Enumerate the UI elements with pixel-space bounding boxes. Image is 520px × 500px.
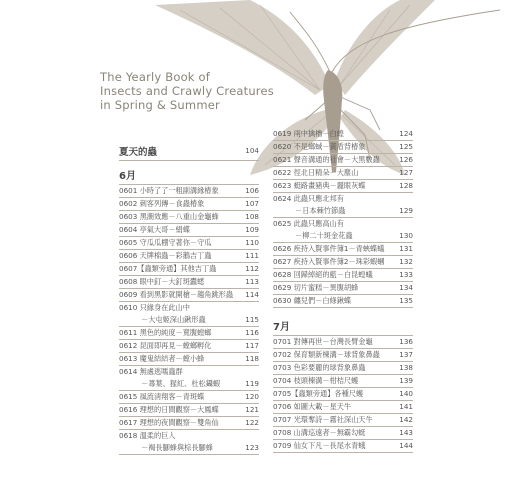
toc-list-right-july <box>273 336 413 453</box>
toc-entry-page: 140 <box>399 389 413 398</box>
toc-entry-page: 110 <box>245 238 259 247</box>
toc-entry-page: 108 <box>245 212 259 221</box>
toc-entry-title: －褐長腳蜂與棕長腳蜂 <box>141 443 213 452</box>
toc-entry <box>273 414 413 426</box>
toc-entry <box>273 295 413 307</box>
toc-entry <box>119 353 259 365</box>
toc-entry-title: 0628 回歸綽絕的藍－白昆蝗蟻 <box>273 270 373 279</box>
toc-entry <box>273 362 413 374</box>
toc-entry-title: 0709 仙女下凡－長尾水青蛾 <box>273 441 366 450</box>
toc-entry-page: 118 <box>245 354 259 363</box>
toc-entry-page: 125 <box>399 142 413 151</box>
toc-entry <box>119 314 259 326</box>
toc-entry-title: 0630 纏兒們－白條鍬蝶 <box>273 296 352 305</box>
divider <box>119 454 259 455</box>
toc-entry <box>119 263 259 275</box>
toc-entry-page: 116 <box>245 328 259 337</box>
toc-entry-title: 0625 此蟲只應高山有 <box>273 219 344 228</box>
toc-right-column <box>273 128 413 453</box>
toc-entry-title: 0609 看到黑影就開槍－趨角跳形蟲 <box>119 290 234 299</box>
toc-entry <box>273 282 413 294</box>
toc-entry <box>119 198 259 210</box>
toc-entry-title: 0621 聲音溝通的社會－大黑數蟲 <box>273 155 380 164</box>
toc-entry-page: 129 <box>399 206 413 215</box>
toc-entry-page: 131 <box>399 244 413 253</box>
toc-entry <box>273 205 413 217</box>
toc-entry-title: 0604 亭氣大哥－絹蝶 <box>119 225 190 234</box>
toc-left-column <box>119 143 259 455</box>
book-title-line-1: The Yearly Book of <box>100 70 211 84</box>
toc-entry-title: 0626 疾持入賢事件簿1－青蛺蝶蟻 <box>273 244 385 253</box>
toc-entry <box>273 193 413 205</box>
toc-entry-title: 0705【蟲類旁通】各種尺蠖 <box>273 389 364 398</box>
toc-entry-page: 128 <box>399 181 413 190</box>
toc-entry <box>119 378 259 390</box>
toc-entry-title: 0704 枝頭楝溝－柑桔尺蠖 <box>273 376 359 385</box>
toc-entry-title: 0624 此蟲只應北邦有 <box>273 194 344 203</box>
toc-entry <box>119 340 259 352</box>
toc-entry <box>119 391 259 403</box>
toc-entry <box>273 427 413 439</box>
toc-entry-title: 0627 疾持入賢事件簿2－珠彩蝦蟈 <box>273 257 385 266</box>
book-title-line-2: Insects and Crawly Creatures <box>100 84 274 98</box>
toc-entry-title: 0619 兩中擒櫓－白蝗 <box>273 129 344 138</box>
toc-entry <box>273 218 413 230</box>
toc-entry <box>273 243 413 255</box>
toc-entry-page: 121 <box>245 405 259 414</box>
toc-entry-title: 0615 風流淸翔客－青斑蝶 <box>119 392 205 401</box>
toc-entry-title: 0617 理想的夜間觀察－雙角仙 <box>119 418 219 427</box>
toc-entry-page: 123 <box>245 443 259 452</box>
section-title: 夏天的蟲 <box>119 147 158 158</box>
toc-entry-page: 135 <box>399 296 413 305</box>
divider <box>273 452 413 453</box>
toc-entry-page: 136 <box>399 337 413 346</box>
toc-entry-page: 134 <box>399 283 413 292</box>
month-heading-june: 6月 <box>119 171 136 182</box>
toc-entry-page: 130 <box>399 231 413 240</box>
toc-entry <box>273 230 413 242</box>
toc-entry <box>273 349 413 361</box>
toc-entry-page: 122 <box>245 418 259 427</box>
toc-entry-page: 106 <box>245 186 259 195</box>
toc-entry <box>273 154 413 166</box>
toc-entry-title: 0610 只緣身在此山中 <box>119 303 190 312</box>
toc-entry-title: 0607【蟲類旁通】其他吉丁蟲 <box>119 264 217 273</box>
toc-entry-title: 0618 溫柔的巨人 <box>119 431 176 440</box>
toc-entry-page: 139 <box>399 376 413 385</box>
section-heading <box>119 143 259 160</box>
toc-entry <box>119 237 259 249</box>
toc-entry <box>119 366 259 378</box>
toc-entry-title: 0701 對傳再世－台灣長臂金龜 <box>273 337 373 346</box>
toc-entry <box>273 375 413 387</box>
book-title-line-3: in Spring & Summer <box>100 98 220 112</box>
section-page: 104 <box>245 146 259 155</box>
toc-entry-page: 120 <box>245 392 259 401</box>
toc-entry <box>119 224 259 236</box>
toc-entry-title: －蕁葉、猩紅、杜松鑷蝦 <box>141 379 221 388</box>
toc-entry-title: 0613 魔鬼結結者－螳小蜂 <box>119 354 205 363</box>
toc-entry-title: 0702 保育類新楝溝－球背象鼻蟲 <box>273 350 380 359</box>
toc-entry-page: 127 <box>399 168 413 177</box>
toc-entry-page: 114 <box>245 290 259 299</box>
toc-entry <box>119 442 259 454</box>
toc-entry <box>119 211 259 223</box>
toc-entry <box>119 417 259 429</box>
toc-entry-page: 138 <box>399 363 413 372</box>
toc-entry <box>119 276 259 288</box>
toc-entry <box>273 256 413 268</box>
toc-entry <box>119 430 259 442</box>
toc-entry-title: －大屯姬深山鍬形蟲 <box>141 315 206 324</box>
toc-entry <box>119 302 259 314</box>
toc-entry <box>273 167 413 179</box>
toc-entry-title: 0616 理想的日間觀察－大鳳蝶 <box>119 405 219 414</box>
toc-entry <box>273 141 413 153</box>
toc-entry-page: 107 <box>245 199 259 208</box>
toc-entry-title: 0601 小時了了一粗副溝緣椿象 <box>119 186 219 195</box>
toc-entry <box>273 440 413 452</box>
toc-entry-page: 144 <box>399 441 413 450</box>
toc-entry <box>273 388 413 400</box>
toc-entry-page: 117 <box>245 341 259 350</box>
toc-entry-title: 0623 蜓路畫豬典－麗眼灰蝶 <box>273 181 366 190</box>
toc-entry-page: 133 <box>399 270 413 279</box>
toc-entry-page: 141 <box>399 402 413 411</box>
toc-entry-title: 0611 黑色的純度－寬腹螳螂 <box>119 328 212 337</box>
toc-entry <box>273 128 413 140</box>
toc-entry-page: 112 <box>245 264 259 273</box>
toc-entry <box>119 327 259 339</box>
toc-entry-title: 0620 不是螂蜮－黃盾背椿象 <box>273 142 366 151</box>
toc-entry-title: 0706 如圖大載－星天牛 <box>273 402 352 411</box>
toc-entry-title: 0602 刺客列傳－食蟲椿象 <box>119 199 205 208</box>
toc-entry-page: 113 <box>245 277 259 286</box>
toc-entry-title: 0614 無處逃嚅蟲群 <box>119 367 183 376</box>
toc-entry <box>119 250 259 262</box>
toc-entry-page: 132 <box>399 257 413 266</box>
toc-entry-page: 115 <box>245 315 259 324</box>
toc-entry-title: 0612 昆面即再見－螳螂孵化 <box>119 341 212 350</box>
toc-entry-page: 137 <box>399 350 413 359</box>
toc-entry-title: 0603 黑潮效應－八重山金龜蜂 <box>119 212 219 221</box>
toc-entry-page: 119 <box>245 379 259 388</box>
toc-entry-page: 124 <box>399 129 413 138</box>
toc-entry-title: 0606 天牌棉蟲－彩鵝吉丁蟲 <box>119 251 212 260</box>
toc-entry <box>273 269 413 281</box>
toc-entry-title: 0707 光環奪詩－霧社深山天牛 <box>273 415 373 424</box>
toc-entry-page: 109 <box>245 225 259 234</box>
toc-entry-title: 0622 徑北日精朵－大塵山 <box>273 168 359 177</box>
toc-list-left <box>119 185 259 455</box>
toc-entry-page: 111 <box>245 251 259 260</box>
toc-entry <box>119 289 259 301</box>
toc-entry-page: 142 <box>399 415 413 424</box>
toc-entry <box>119 185 259 197</box>
toc-entry <box>273 180 413 192</box>
toc-entry-page: 126 <box>399 155 413 164</box>
toc-entry <box>273 336 413 348</box>
toc-entry <box>119 404 259 416</box>
toc-entry-page: 143 <box>399 428 413 437</box>
month-heading-july: 7月 <box>273 322 290 333</box>
book-title <box>100 70 274 112</box>
toc-entry-title: 0608 眼中釘－大釘斑蠹蟋 <box>119 277 205 286</box>
toc-entry-title: 0629 切片蜜糕－異腹胡蜂 <box>273 283 359 292</box>
toc-entry-title: －日本棘竹節蟲 <box>295 206 346 215</box>
toc-list-right-june <box>273 128 413 308</box>
toc-entry-title: －柳二十斑金花蟲 <box>295 231 353 240</box>
toc-entry-title: 0703 色彩要麗的球背象鼻蟲 <box>273 363 366 372</box>
toc-entry <box>273 401 413 413</box>
toc-entry-title: 0605 守瓜瓜棚守著你－守瓜 <box>119 238 212 247</box>
toc-entry-title: 0708 山溝巡遠者－無霸勾蜓 <box>273 428 366 437</box>
